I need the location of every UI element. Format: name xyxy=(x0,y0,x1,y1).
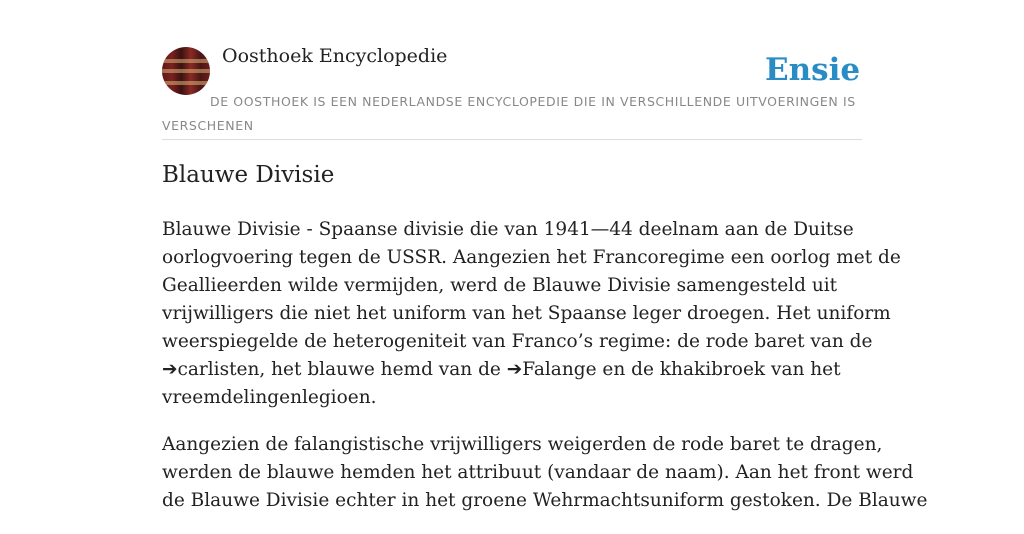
paragraph-line: de Blauwe Divisie echter in het groene Wehrmachtsuniform gestoken. De Blauwe xyxy=(162,490,928,511)
site-tagline xyxy=(162,90,862,138)
encyclopedia-books-icon xyxy=(162,47,210,95)
article-paragraph xyxy=(162,431,928,515)
arrow-right-icon: ➔ xyxy=(506,359,523,380)
paragraph-line xyxy=(162,356,862,384)
link-carlisten[interactable]: carlisten xyxy=(177,359,260,380)
article-paragraph xyxy=(162,216,901,412)
site-name[interactable]: Oosthoek Encyclopedie xyxy=(222,45,448,67)
article-body xyxy=(162,216,928,534)
brand-logo[interactable]: Ensie xyxy=(765,52,861,88)
paragraph-line: vrijwilligers die niet het uniform van het Spaanse leger droegen. Het uniform xyxy=(162,303,891,324)
paragraph-text: en de khakibroek van het xyxy=(596,359,841,380)
paragraph-line: Geallieerden wilde vermijden, werd de Blauwe Divisie samengesteld uit xyxy=(162,275,838,296)
paragraph-line: oorlogvoering tegen de USSR. Aangezien het Francoregime een oorlog met de xyxy=(162,247,901,268)
tagline-text: DE OOSTHOEK IS EEN NEDERLANDSE ENCYCLOPEDIE DIE IN VERSCHILLENDE UITVOERINGEN IS VERSCHENEN xyxy=(162,94,856,133)
link-falange[interactable]: Falange xyxy=(522,359,597,380)
paragraph-line: Aangezien de falangistische vrijwilligers weigerden de rode baret te dragen, xyxy=(162,434,883,455)
site-avatar[interactable] xyxy=(162,47,210,95)
paragraph-line: vreemdelingenlegioen. xyxy=(162,387,377,408)
arrow-right-icon: ➔ xyxy=(162,359,178,380)
header-divider xyxy=(162,139,862,140)
paragraph-line: werden de blauwe hemden het attribuut (vandaar de naam). Aan het front werd xyxy=(162,462,914,483)
paragraph-text: , het blauwe hemd van de xyxy=(259,359,507,380)
paragraph-line: Blauwe Divisie - Spaanse divisie die van 1941—44 deelnam aan de Duitse xyxy=(162,219,854,240)
page-title: Blauwe Divisie xyxy=(162,162,335,188)
paragraph-line: weerspiegelde de heterogeniteit van Franco’s regime: de rode baret van de xyxy=(162,331,873,352)
